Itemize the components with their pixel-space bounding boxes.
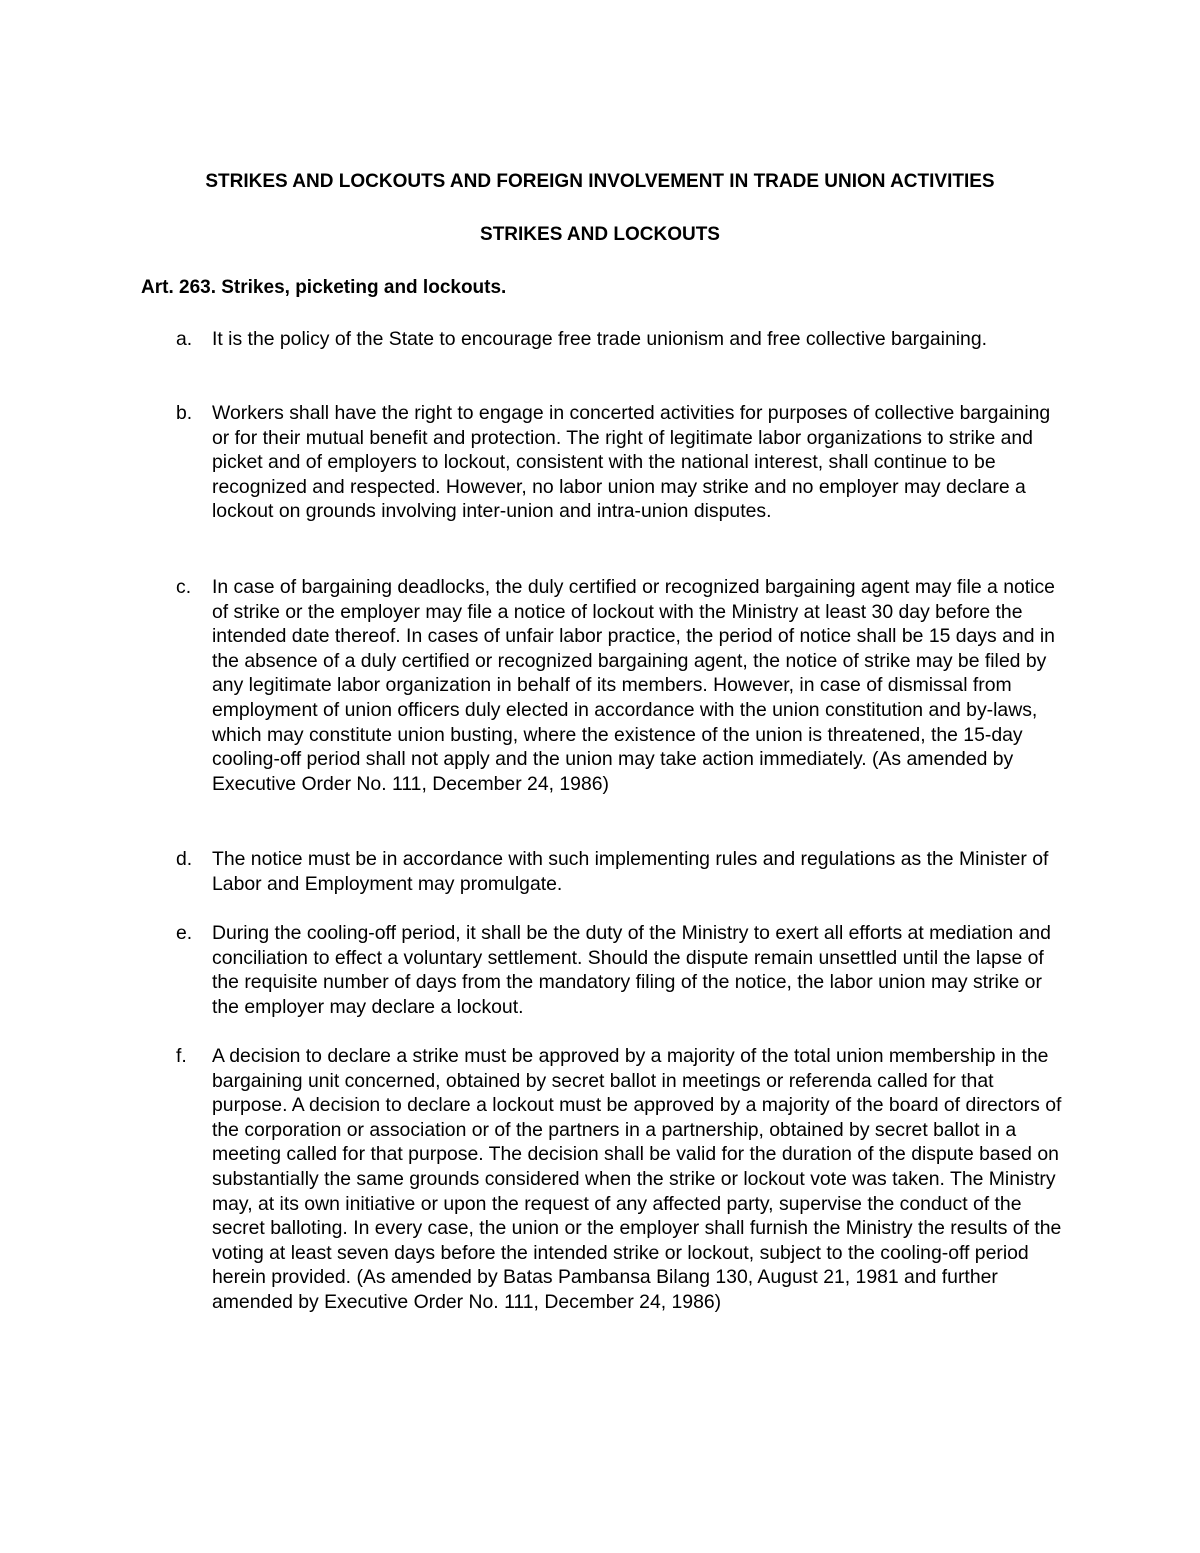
list-item-text: The notice must be in accordance with such implementing rules and regulations as the Minister of Labor and Employment may promulgate. xyxy=(212,848,1049,895)
document-title: STRIKES AND LOCKOUTS AND FOREIGN INVOLVEMENT IN TRADE UNION ACTIVITIES xyxy=(205,171,995,192)
list-item-marker: a. xyxy=(176,328,193,350)
list-item-marker: c. xyxy=(176,576,192,598)
list-item-marker: b. xyxy=(176,402,193,424)
list-item-text: It is the policy of the State to encourage free trade unionism and free collective bargaining. xyxy=(212,328,988,350)
list-item-marker: f. xyxy=(176,1045,187,1067)
list-item-text: In case of bargaining deadlocks, the duly certified or recognized bargaining agent may file a notice of strike or the employer may file a notice of lockout with the Ministry at least 30 day before the intended date thereof. In cases of unfair labor practice, the period of notice shall be 15 days and in the absence of a duly certified or recognized bargaining agent, the notice of strike may be filed by any legitimate labor organization in behalf of its members. However, in case of dismissal from employment of union officers duly elected in accordance with the union constitution and by-laws, which may constitute union busting, where the existence of the union is threatened, the 15-day cooling-off period shall not apply and the union may take action immediately. (As amended by Executive Order No. 111, December 24, 1986) xyxy=(212,576,1055,795)
list-item-text: During the cooling-off period, it shall be the duty of the Ministry to exert all efforts at mediation and conciliation to effect a voluntary settlement. Should the dispute remain unsettled until the lapse of the requisite number of days from the mandatory filing of the notice, the labor union may strike or the employer may declare a lockout. xyxy=(212,922,1051,1018)
list-item-marker: d. xyxy=(176,848,193,870)
list-item-text: A decision to declare a strike must be approved by a majority of the total union membership in the bargaining unit concerned, obtained by secret ballot in meetings or referenda called for that purpose. A decision to declare a lockout must be approved by a majority of the board of directors of the corporation or association or of the partners in a partnership, obtained by secret ballot in a meeting called for that purpose. The decision shall be valid for the duration of the dispute based on substantially the same grounds considered when the strike or lockout vote was taken. The Ministry may, at its own initiative or upon the request of any affected party, supervise the conduct of the secret balloting. In every case, the union or the employer shall furnish the Ministry the results of the voting at least seven days before the intended strike or lockout, subject to the cooling-off period herein provided. (As amended by Batas Pambansa Bilang 130, August 21, 1981 and further amended by Executive Order No. 111, December 24, 1986) xyxy=(212,1045,1062,1313)
section-heading: STRIKES AND LOCKOUTS xyxy=(480,224,720,245)
list-item-text: Workers shall have the right to engage in concerted activities for purposes of collective bargaining or for their mutual benefit and protection. The right of legitimate labor organizations to strike and picket and of employers to lockout, consistent with the national interest, shall continue to be recognized and respected. However, no labor union may strike and no employer may declare a lockout on grounds involving inter-union and intra-union disputes. xyxy=(212,402,1051,523)
article-heading: Art. 263. Strikes, picketing and lockouts. xyxy=(141,277,507,298)
list-item-marker: e. xyxy=(176,922,193,944)
